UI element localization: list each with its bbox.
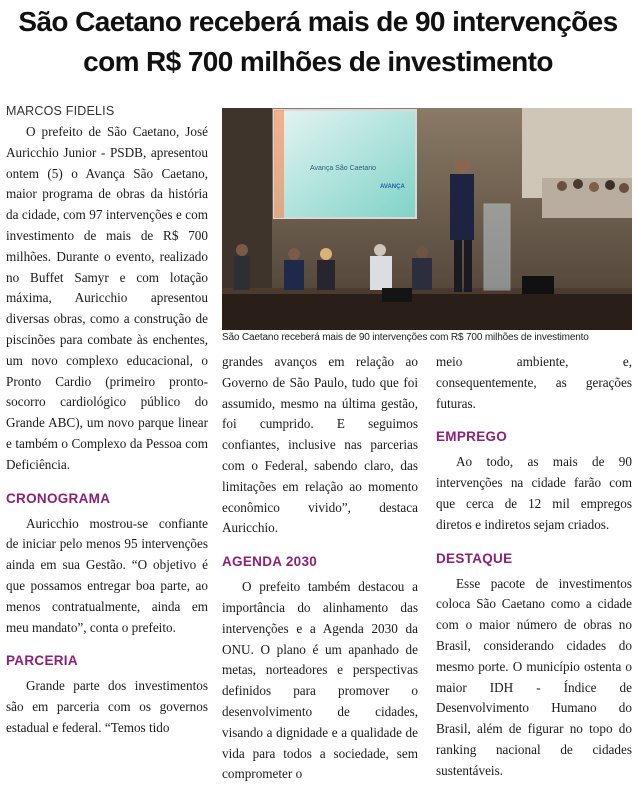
column-1	[6, 122, 208, 739]
section-heading-destaque: DESTAQUE	[436, 550, 513, 566]
section-heading-parceria: PARCERIA	[6, 653, 78, 669]
section-heading-emprego: EMPREGO	[436, 429, 508, 445]
article-photo	[222, 108, 632, 330]
col3-paragraph-2: Ao todo, as mais de 90 intervenções na cidade farão com que cerca de 12 mil empregos diretos e indiretos sejam criados.	[436, 454, 632, 532]
section-heading-cronograma: CRONOGRAMA	[6, 490, 111, 506]
col2-paragraph-2: O prefeito também destacou a importância do alinhamento das intervenções e a Agenda 2030 da ONU. O plano é um apanhado de metas, norteadores e perspectivas definidos para promover o desenvolvimento de cidades, visando a dignidade e a qualidade de vida para todos a sociedade, sem comprometer o	[222, 579, 418, 782]
col3-paragraph-3: Esse pacote de investimentos coloca São Caetano como a cidade com o maior número de obras no Brasil, considerando cidades do mesmo porte. O município ostenta o maior IDH - Índice de Desenvolvimento Humano do Brasil, além de figurar no topo do ranking nacional de cidades sustentáveis.	[436, 575, 632, 778]
col3-paragraph-1: meio ambiente, e, consequentemente, as gerações futuras.	[436, 354, 632, 411]
headline	[0, 2, 636, 82]
headline-line-1: São Caetano receberá mais de 90 intervenções	[18, 6, 618, 37]
col2-paragraph-1: grandes avanços em relação ao Governo de São Paulo, tudo que foi assumido, mesmo na última gestão, foi cumprido. E seguimos confiantes, inclusive nas parcerias com o Federal, sabendo claro, das limitações em relação ao momento econômico vivido”, destaca Auricchio.	[222, 354, 418, 536]
screen-text-2: AVANÇA	[380, 184, 405, 190]
col1-paragraph-2: Auricchio mostrou-se confiante de iniciar pelo menos 95 intervenções ainda em sua Gestão. “O objetivo é que possamos entregar boa parte, ao menos contratualmente, ainda em meu mandato”, conta o prefeito.	[6, 515, 208, 635]
byline: MARCOS FIDELIS	[6, 104, 115, 118]
screen-text-1: Avança São Caetano	[310, 165, 377, 172]
section-heading-agenda-2030: AGENDA 2030	[222, 554, 318, 570]
col1-paragraph-3: Grande parte dos investimentos são em parceria com os governos estadual e federal. “Temos tido	[6, 678, 208, 735]
stage-scene-image	[222, 108, 632, 330]
photo-caption: São Caetano receberá mais de 90 intervenções com R$ 700 milhões de investimento	[222, 332, 589, 343]
column-2	[222, 352, 418, 785]
headline-line-2: com R$ 700 milhões de investimento	[83, 46, 553, 77]
column-3	[436, 352, 632, 782]
col1-paragraph-1: O prefeito de São Caetano, José Auricchio Junior - PSDB, apresentou ontem (5) o Avança São Caetano, maior programa de obras da história da cidade, com 97 intervenções e com investimento de mais de R$ 700 milhões. Durante o evento, realizado no Buffet Samyr e com lotação máxima, Auricchio apresentou diversas obras, como a construção de piscinões para combate às enchentes, um novo complexo educacional, o Pronto Cardio (primeiro pronto-socorro cardiológico público do Grande ABC), um novo parque linear e também o Complexo da Pessoa com Deficiência.	[6, 124, 208, 472]
